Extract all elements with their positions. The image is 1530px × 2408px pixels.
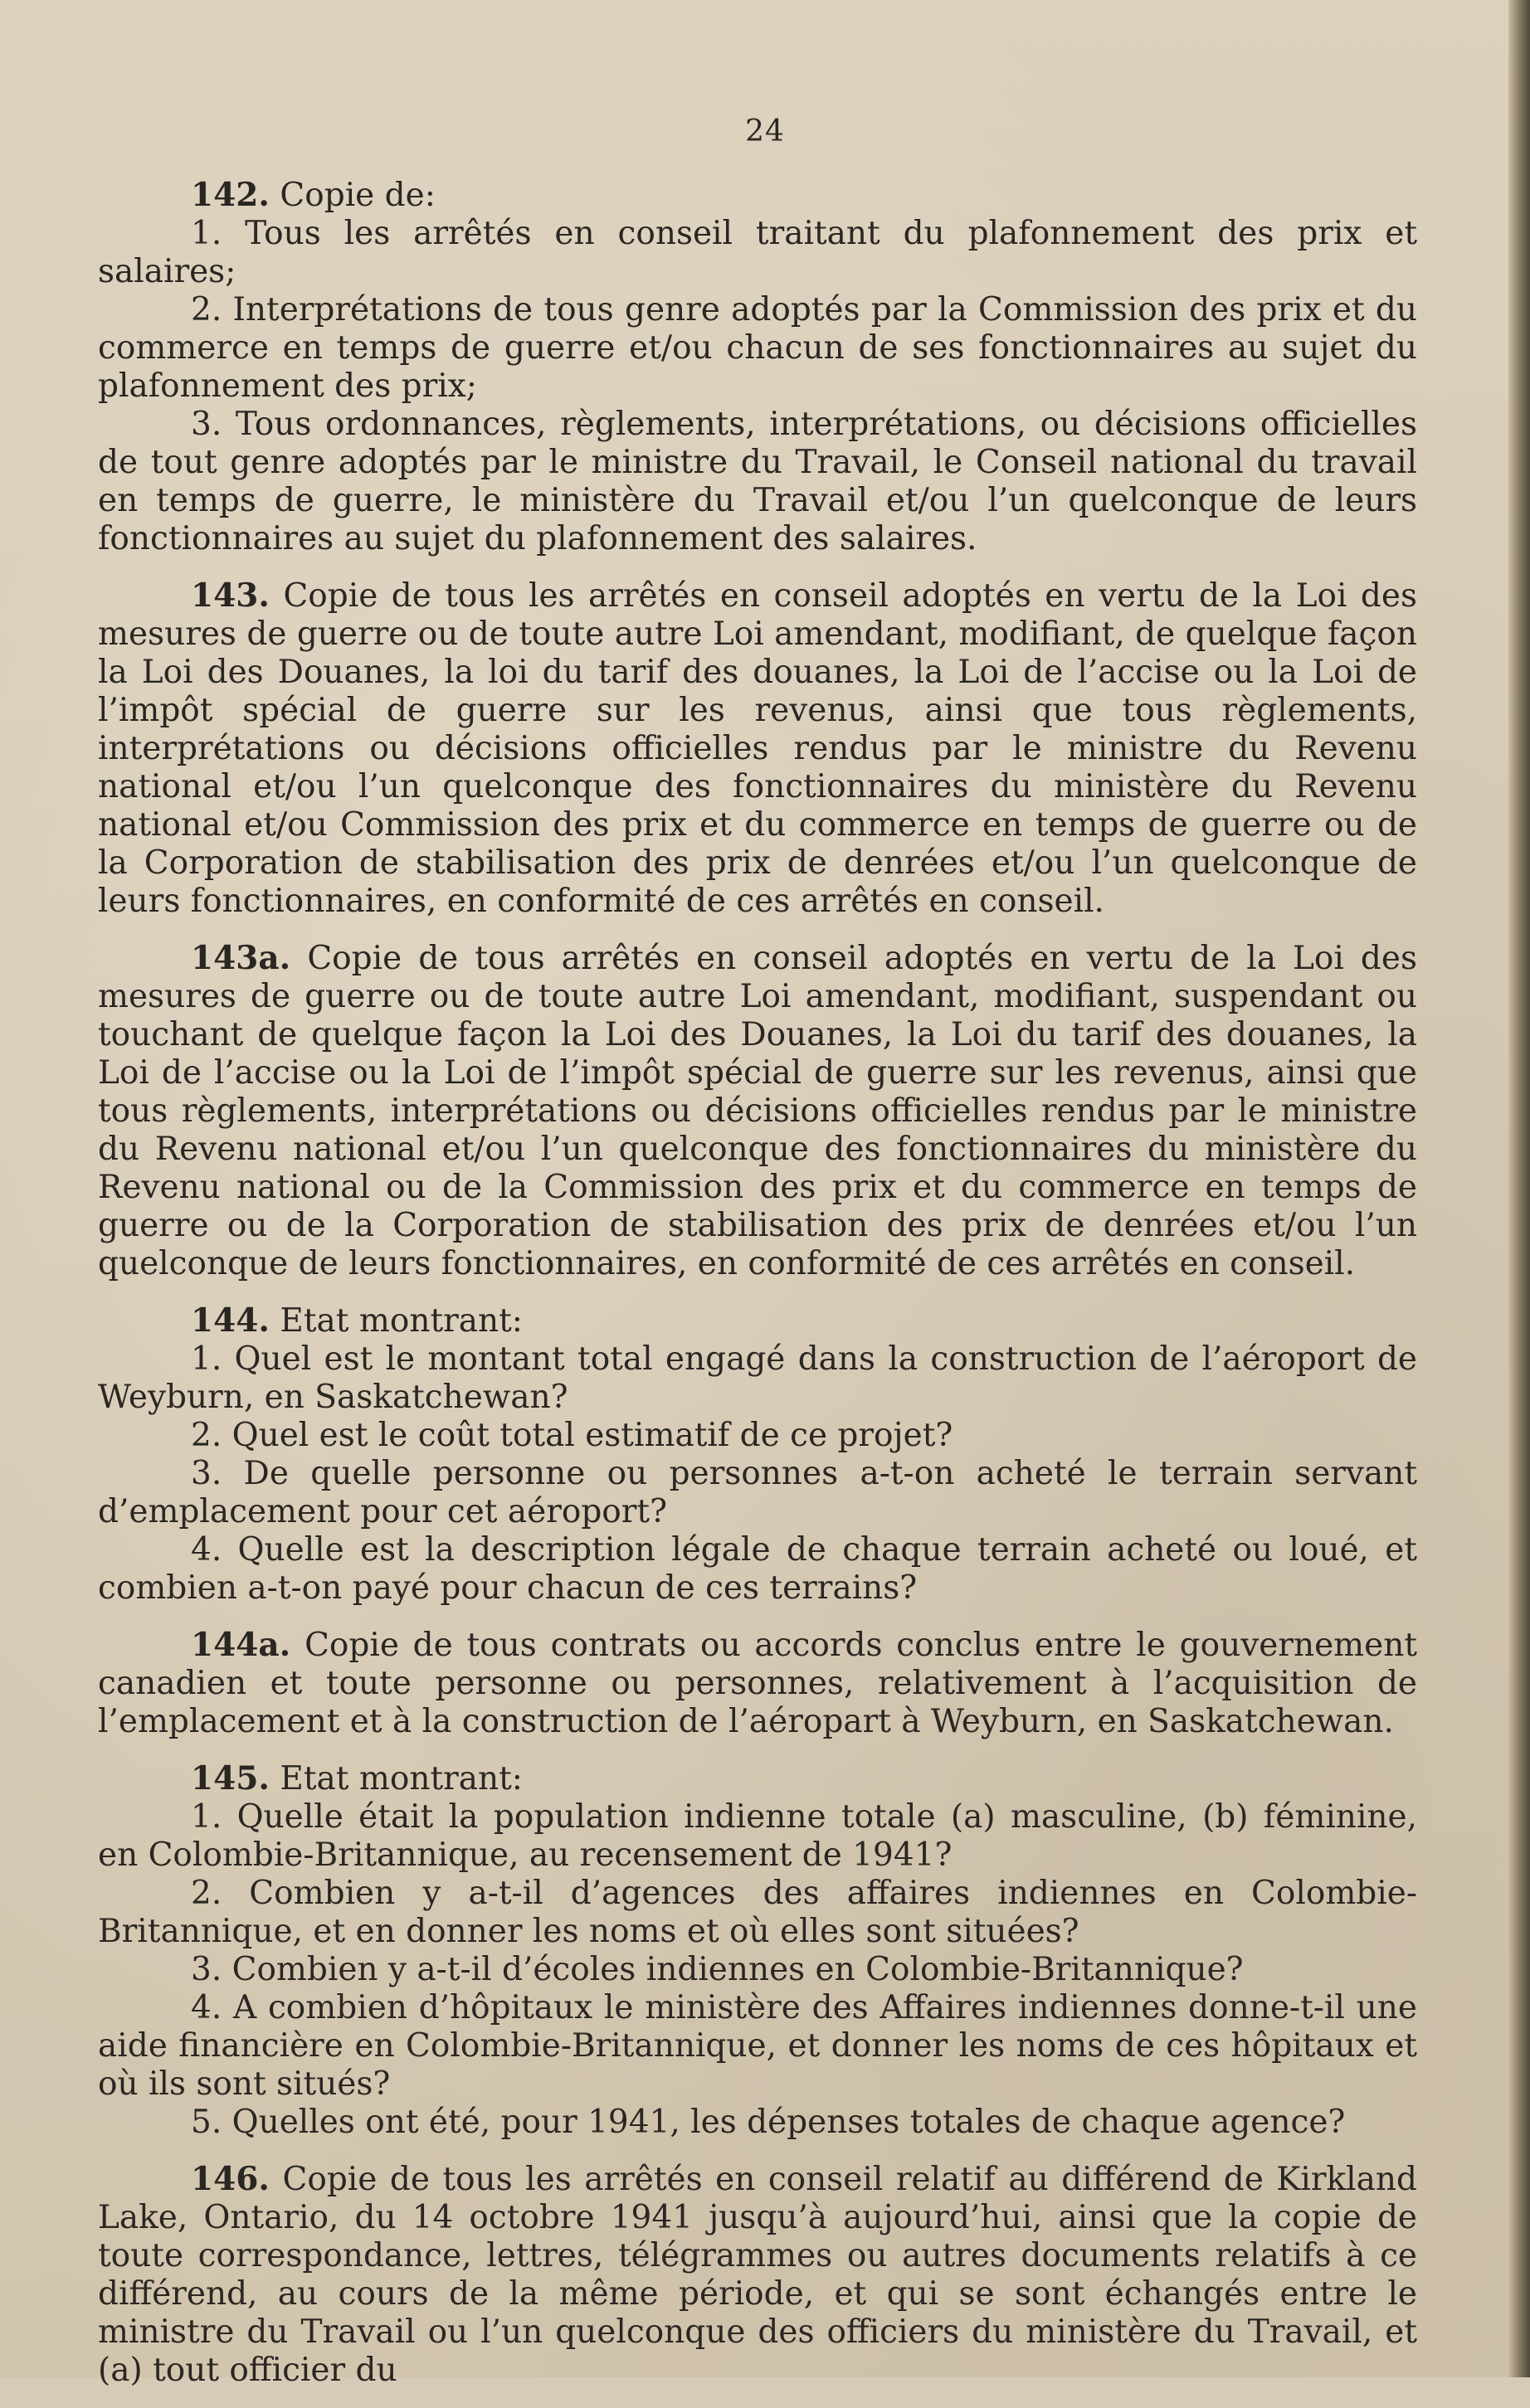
entry-146 [98, 2160, 1417, 2390]
entry-144a [98, 1626, 1417, 1741]
entry-text: Copie de tous les arrêtés en conseil relatif au différend de Kirkland Lake, Ontario, du 14 octobre 1941 jusqu’à aujourd’hui, ainsi que la copie de toute correspondance, lettres, télégrammes ou autres documents relatifs à ce différend, au cours de la même période, et qui se sont échangés entre le ministre du Travail ou l’un quelconque des officiers du ministère du Travail, et (a) tout officier du [98, 2161, 1417, 2389]
entry-142 [98, 176, 1417, 558]
entry-heading-text: Copie de: [280, 177, 436, 214]
entry-paragraph [98, 1626, 1417, 1741]
entry-number: 143a. [191, 939, 291, 977]
entry-number: 143. [191, 576, 270, 615]
entry-heading-text: Etat montrant: [280, 1302, 523, 1340]
entry-143a [98, 939, 1417, 1283]
list-item: 2. Quel est le coût total estimatif de ce projet? [191, 1417, 953, 1454]
entry-number: 145. [191, 1759, 270, 1797]
list-item: 5. Quelles ont été, pour 1941, les dépenses totales de chaque agence? [191, 2104, 1346, 2141]
entry-heading-text: Etat montrant: [280, 1760, 523, 1797]
entry-paragraph [98, 576, 1417, 921]
entry-145 [98, 1759, 1417, 2142]
entry-number: 146. [191, 2160, 270, 2198]
page-number: 24 [745, 114, 785, 148]
entry-heading [98, 1301, 1417, 1340]
list-item: 3. Tous ordonnances, règlements, interprétations, ou décisions officielles de tout genre adoptés par le ministre du Travail, le Conseil national du travail en temps de guerre, le ministère du Travail et/ou l’un quelconque de leurs fonctionnaires au sujet du plafonnement des salaires. [98, 406, 1417, 557]
entry-heading [98, 176, 1417, 215]
list-item: 4. A combien d’hôpitaux le ministère des Affaires indiennes donne-t-il une aide financière en Colombie-Britannique, et donner les noms de ces hôpitaux et où ils sont situés? [98, 1989, 1417, 2103]
entry-text: Copie de tous arrêtés en conseil adoptés en vertu de la Loi des mesures de guerre ou de toute autre Loi amendant, modifiant, suspendant ou touchant de quelque façon la Loi des Douanes, la Loi du tarif des douanes, la Loi de l’accise ou la Loi de l’impôt spécial de guerre sur les revenus, ainsi que tous règlements, interprétations ou décisions officielles rendus par le ministre du Revenu national et/ou l’un quelconque des fonctionnaires du ministère du Revenu national ou de la Commission des prix et du commerce en temps de guerre ou de la Corporation de stabilisation des prix de denrées et/ou l’un quelconque de leurs fonctionnaires, en conformité de ces arrêtés en conseil. [98, 940, 1417, 1282]
list-item: 2. Interprétations de tous genre adoptés par la Commission des prix et du commerce en temps de guerre et/ou chacun de ses fonctionnaires au sujet du plafonnement des prix; [98, 291, 1417, 405]
list-item: 4. Quelle est la description légale de chaque terrain acheté ou loué, et combien a-t-on payé pour chacun de ces terrains? [98, 1531, 1417, 1607]
entry-number: 144. [191, 1301, 270, 1340]
entry-text: Copie de tous contrats ou accords conclus entre le gouvernement canadien et toute personne ou personnes, relativement à l’acquisition de l’emplacement et à la construction de l’aéropart à Weyburn, en Saskatchewan. [98, 1627, 1417, 1740]
entry-number: 142. [191, 176, 270, 214]
entry-143 [98, 576, 1417, 921]
list-item: 2. Combien y a-t-il d’agences des affaires indiennes en Colombie-Britannique, et en donner les noms et où elles sont situées? [98, 1875, 1417, 1950]
entry-heading [98, 1759, 1417, 1798]
page-body [98, 176, 1417, 2408]
page-binding-edge [1508, 0, 1530, 2377]
entry-paragraph [98, 2160, 1417, 2390]
list-item: 1. Quel est le montant total engagé dans la construction de l’aéroport de Weyburn, en Saskatchewan? [98, 1340, 1417, 1416]
list-item: 3. Combien y a-t-il d’écoles indiennes en Colombie-Britannique? [191, 1951, 1244, 1988]
entry-text: Copie de tous les arrêtés en conseil adoptés en vertu de la Loi des mesures de guerre ou de toute autre Loi amendant, modifiant, de quelque façon la Loi des Douanes, la loi du tarif des douanes, la Loi de l’accise ou la Loi de l’impôt spécial de guerre sur les revenus, ainsi que tous règlements, interprétations ou décisions officielles rendus par le ministre du Revenu national et/ou l’un quelconque des fonctionnaires du ministère du Revenu national et/ou Commission des prix et du commerce en temps de guerre ou de la Corporation de stabilisation des prix de denrées et/ou l’un quelconque de leurs fonctionnaires, en conformité de ces arrêtés en conseil. [98, 577, 1417, 920]
list-item: 1. Tous les arrêtés en conseil traitant du plafonnement des prix et salaires; [98, 215, 1417, 290]
list-item: 1. Quelle était la population indienne totale (a) masculine, (b) féminine, en Colombie-Britannique, au recensement de 1941? [98, 1798, 1417, 1874]
entry-number: 144a. [191, 1626, 291, 1664]
list-item: 3. De quelle personne ou personnes a-t-on acheté le terrain servant d’emplacement pour cet aéroport? [98, 1455, 1417, 1530]
entry-144 [98, 1301, 1417, 1608]
entry-paragraph [98, 939, 1417, 1283]
